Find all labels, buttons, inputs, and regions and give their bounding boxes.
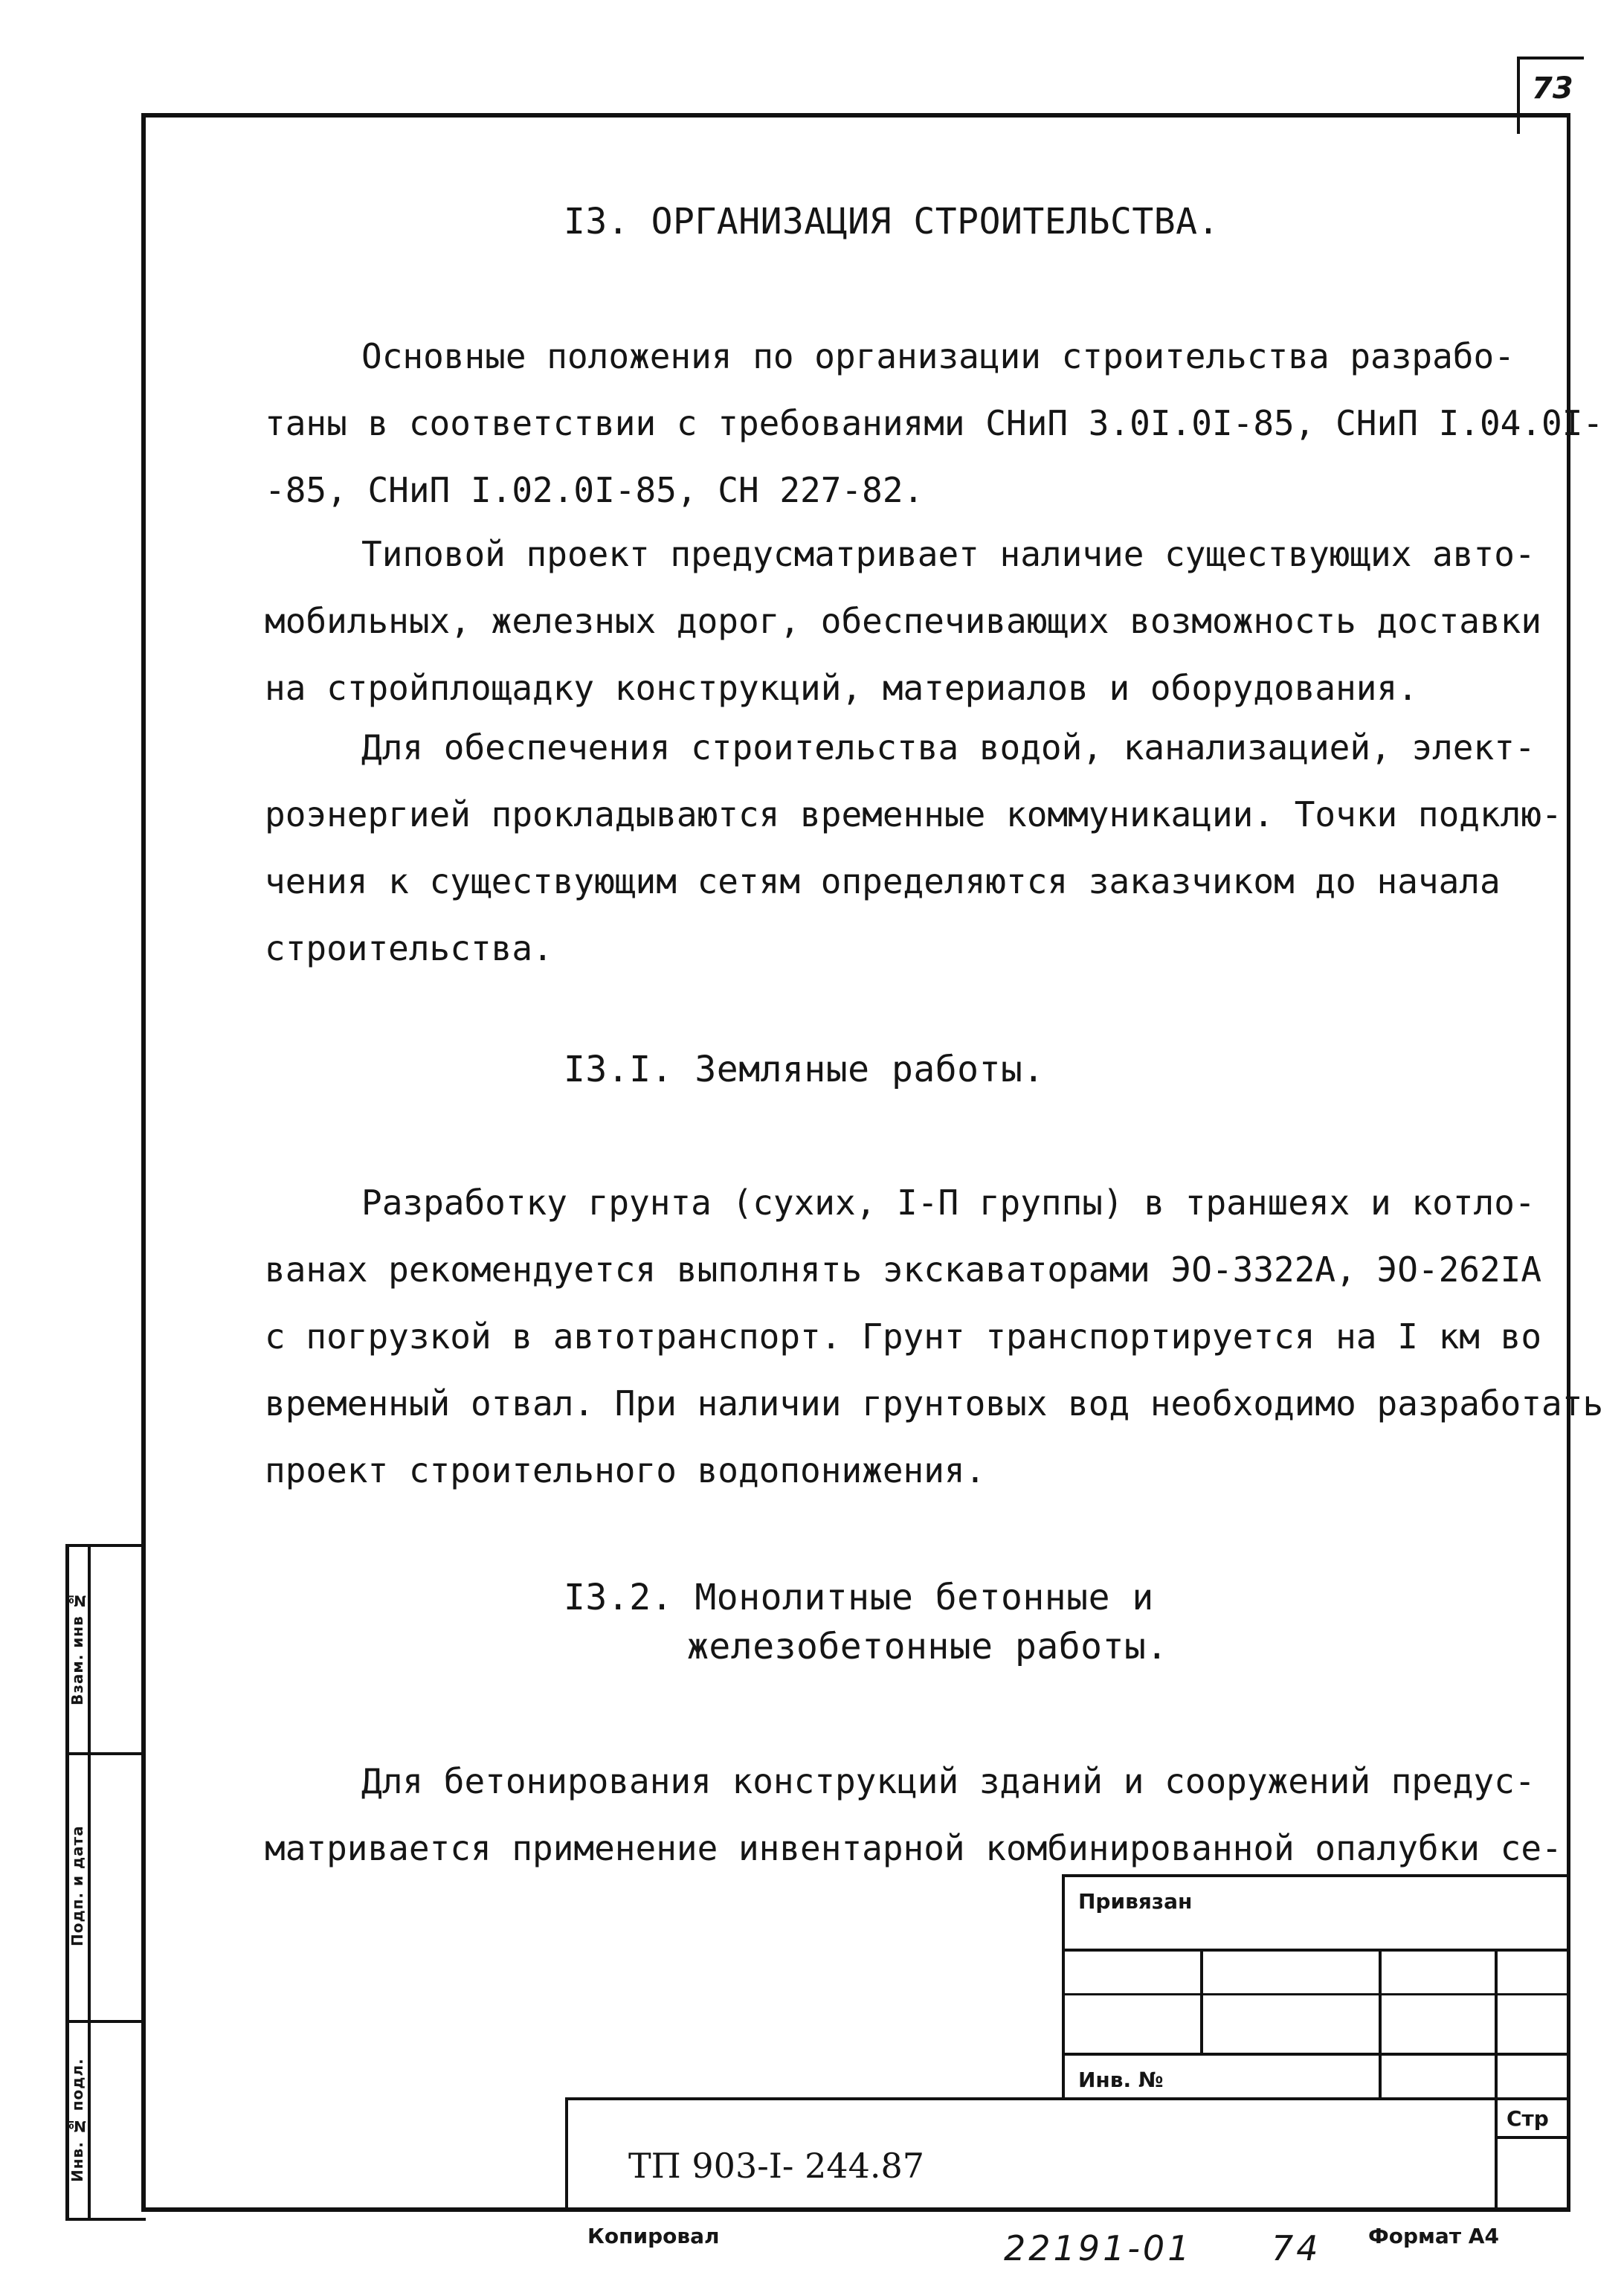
document-code: ТП 903-I- 244.87 [628, 2146, 925, 2186]
subsection-2-paragraph: Для бетонирования конструкций зданий и сооружений предус- матривается применение инвентарной комбинированной опалубки се- [265, 1761, 1562, 1868]
subsection-2-title-line-2: железобетонные работы. [687, 1626, 1168, 1667]
footer-copied: Копировал [587, 2224, 720, 2248]
subsection-1-title: I3.I. Земляные работы. [564, 1049, 1045, 1090]
footer-sheet: 74 [1272, 2228, 1321, 2268]
footer-number: 22191-01 [1004, 2228, 1193, 2268]
section-title: I3. ОРГАНИЗАЦИЯ СТРОИТЕЛЬСТВА. [564, 201, 1219, 242]
label-sign-date: Подп. и дата [68, 1825, 86, 1947]
label-inv-orig: Инв. № подл. [68, 2058, 86, 2183]
footer-format: Формат А4 [1368, 2224, 1499, 2248]
label-bound: Привязан [1078, 1889, 1193, 1914]
label-inv-no: Инв. № [1078, 2068, 1164, 2092]
left-stamp-column [65, 1544, 146, 2221]
section-paragraph-1: Основные положения по организации строительства разрабо- таны в соответствии с требованиями СНиП 3.0I.0I-85, СНиП I.04.0I- -85, СНиП I.02.0I-85, СН 227-82. [265, 336, 1604, 510]
section-paragraph-2: Типовой проект предусматривает наличие существующих авто- мобильных, железных дорог, обеспечивающих возможность доставки на стройплощадку конструкций, материалов и оборудования. [265, 534, 1542, 708]
sheet-number: 73 [1532, 71, 1573, 106]
label-page: Стр [1507, 2106, 1549, 2131]
subsection-2-title-line-1: I3.2. Монолитные бетонные и [564, 1577, 1154, 1618]
section-paragraph-3: Для обеспечения строительства водой, канализацией, элект- роэнергией прокладываются временные коммуникации. Точки подклю- чения к существующим сетям определяются заказчиком до начала строительства. [265, 727, 1562, 968]
label-inv-replace: Взам. инв № [68, 1591, 86, 1705]
subsection-1-paragraph: Разработку грунта (сухих, I-П группы) в траншеях и котло- ванах рекомендуется выполнять экскаваторами ЭО-3322А, ЭО-262IА с погрузкой в автотранспорт. Грунт транспортируется на I км во временный отвал. При наличии грунтовых вод необходимо разработать проект строительного водопонижения. [265, 1183, 1604, 1490]
